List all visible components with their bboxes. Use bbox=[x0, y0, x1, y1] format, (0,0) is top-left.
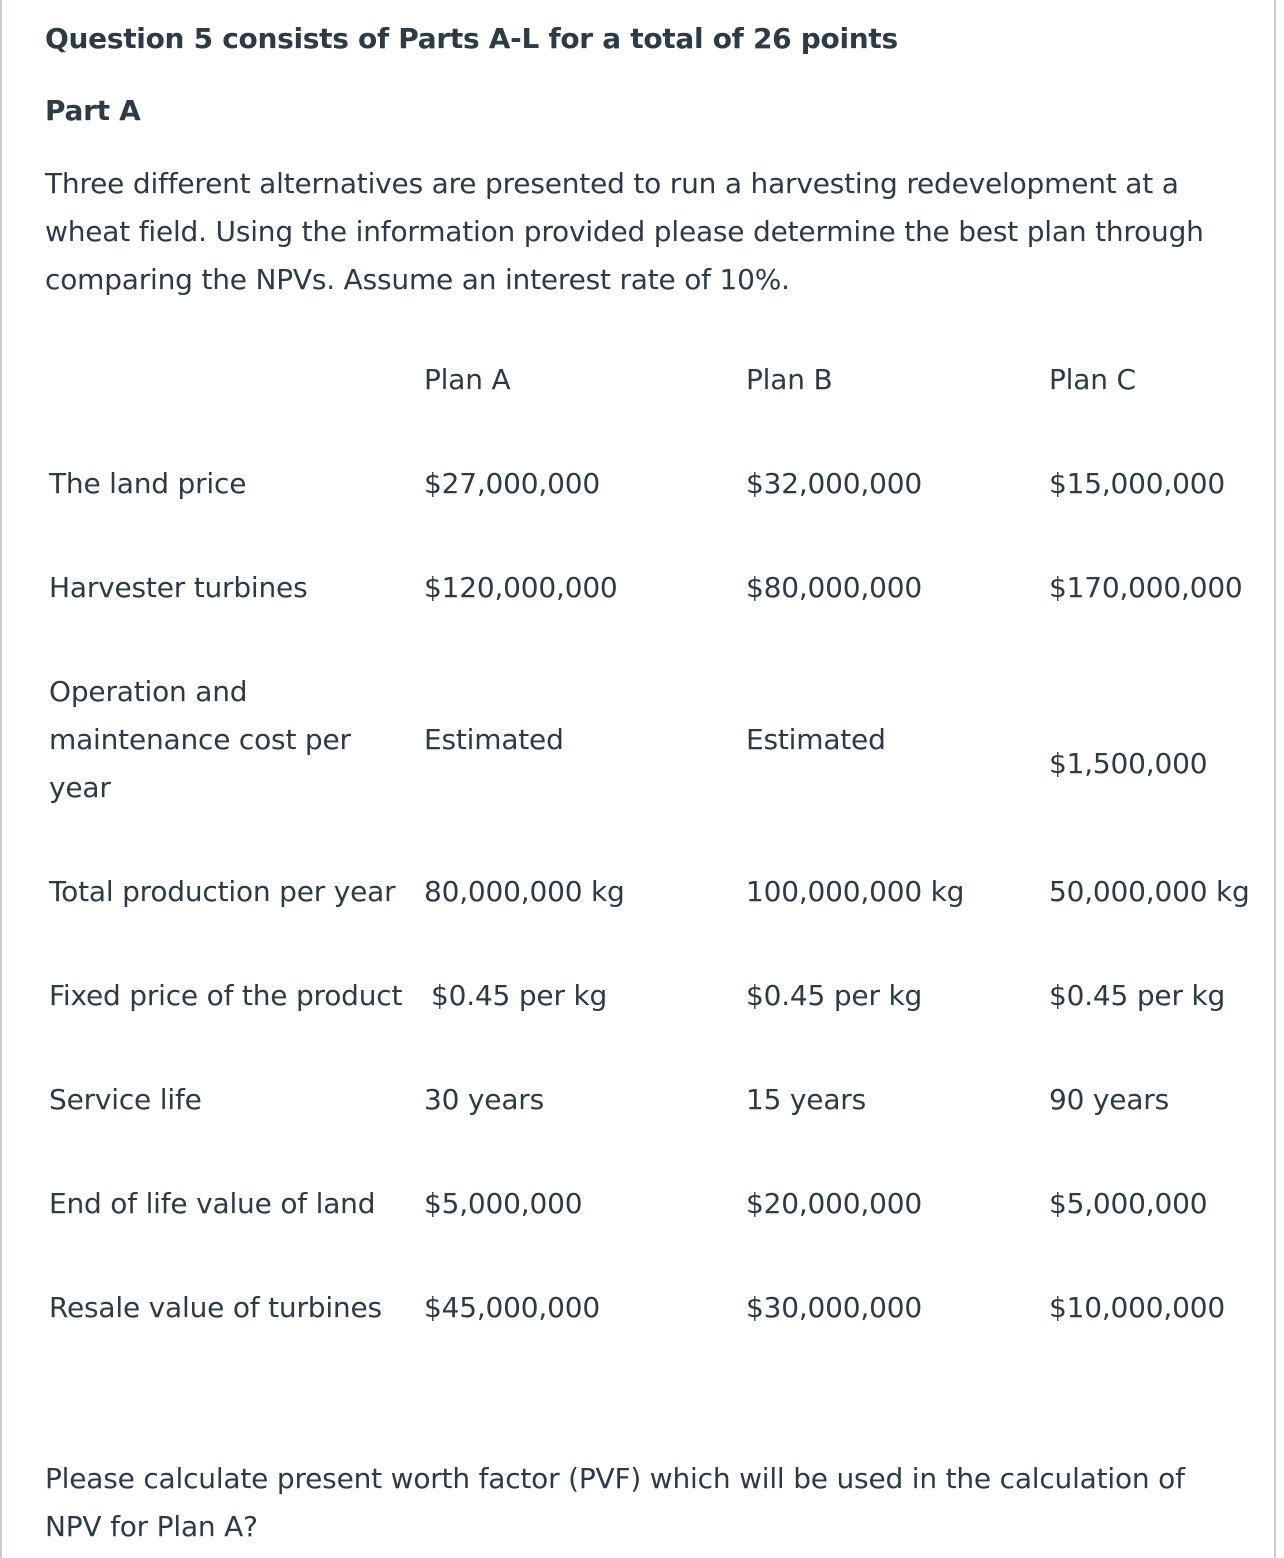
header-plan-b: Plan B bbox=[746, 363, 833, 396]
cell-turbines-a: $120,000,000 bbox=[424, 571, 618, 604]
intro-paragraph: Three different alternatives are presented to run a harvesting redevelopment at a wheat field. Using the information provided please determine the best plan through comparing the NPVs. Assume an interest rate of 10%. bbox=[45, 167, 1204, 296]
cell-om-cost-b: Estimated bbox=[746, 723, 886, 756]
cell-land-price-c: $15,000,000 bbox=[1049, 467, 1225, 500]
cell-price-b: $0.45 per kg bbox=[746, 979, 923, 1012]
cell-price-c: $0.45 per kg bbox=[1049, 979, 1226, 1012]
question-text: Please calculate present worth factor (PVF) which will be used in the calculation of NPV for Plan A? bbox=[45, 1462, 1185, 1543]
cell-resale-b: $30,000,000 bbox=[746, 1291, 922, 1324]
cell-resale-a: $45,000,000 bbox=[424, 1291, 600, 1324]
header-plan-a: Plan A bbox=[424, 363, 511, 396]
cell-production-a: 80,000,000 kg bbox=[424, 875, 625, 908]
cell-price-a: $0.45 per kg bbox=[431, 979, 608, 1012]
row-label-service-life: Service life bbox=[49, 1083, 202, 1116]
row-label-price: Fixed price of the product bbox=[49, 979, 403, 1012]
part-title: Part A bbox=[45, 94, 141, 127]
cell-service-life-c: 90 years bbox=[1049, 1083, 1169, 1116]
cell-land-value-b: $20,000,000 bbox=[746, 1187, 922, 1220]
header-plan-c: Plan C bbox=[1049, 363, 1136, 396]
row-label-land-value: End of life value of land bbox=[49, 1187, 376, 1220]
cell-land-value-c: $5,000,000 bbox=[1049, 1187, 1208, 1220]
question-title: Question 5 consists of Parts A-L for a total of 26 points bbox=[45, 22, 898, 55]
cell-turbines-b: $80,000,000 bbox=[746, 571, 922, 604]
row-label-production: Total production per year bbox=[49, 875, 396, 908]
row-label-resale: Resale value of turbines bbox=[49, 1291, 382, 1324]
cell-land-price-a: $27,000,000 bbox=[424, 467, 600, 500]
cell-service-life-a: 30 years bbox=[424, 1083, 544, 1116]
cell-service-life-b: 15 years bbox=[746, 1083, 866, 1116]
cell-production-c: 50,000,000 kg bbox=[1049, 875, 1250, 908]
cell-turbines-c: $170,000,000 bbox=[1049, 571, 1243, 604]
row-label-om-cost: Operation and maintenance cost per year bbox=[49, 675, 351, 804]
cell-om-cost-c: $1,500,000 bbox=[1049, 747, 1208, 780]
cell-om-cost-a: Estimated bbox=[424, 723, 564, 756]
row-label-land-price: The land price bbox=[49, 467, 247, 500]
cell-land-price-b: $32,000,000 bbox=[746, 467, 922, 500]
row-label-turbines: Harvester turbines bbox=[49, 571, 308, 604]
cell-production-b: 100,000,000 kg bbox=[746, 875, 965, 908]
cell-resale-c: $10,000,000 bbox=[1049, 1291, 1225, 1324]
cell-land-value-a: $5,000,000 bbox=[424, 1187, 583, 1220]
